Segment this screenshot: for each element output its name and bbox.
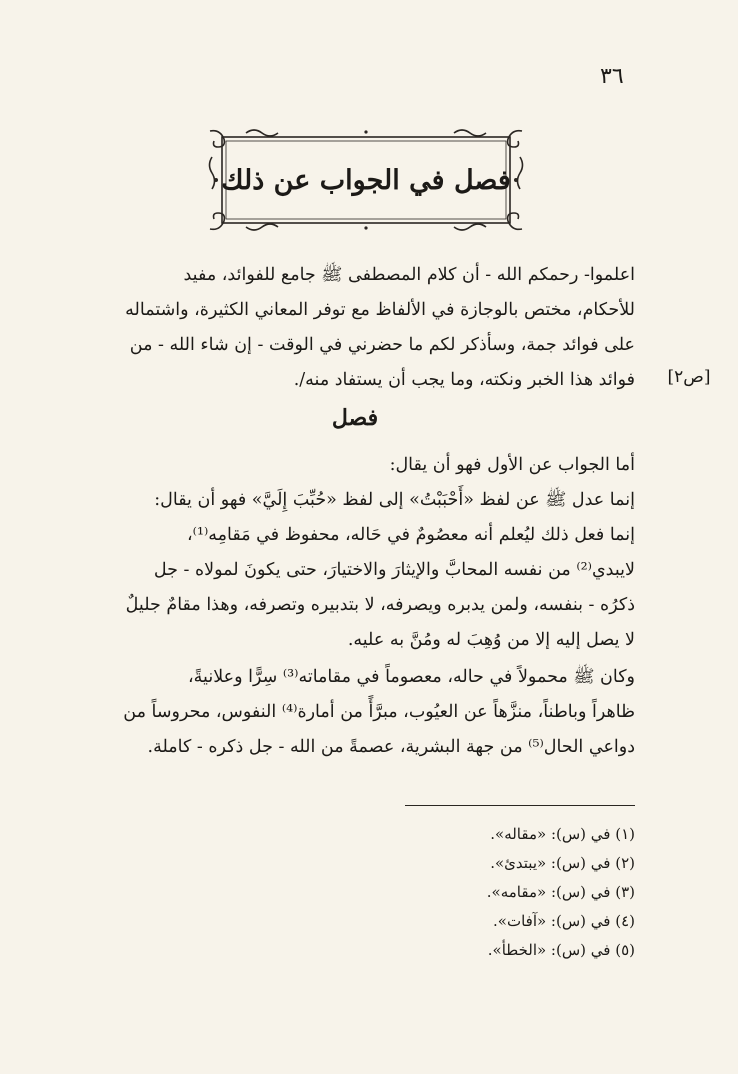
text-line: إنما فعل ذلك ليُعلم أنه معصُومٌ في حَاله، محفوظ في مَقامِه⁽¹⁾، — [187, 525, 635, 545]
footnote-divider — [405, 805, 635, 806]
text-line: لايبدي⁽²⁾ من نفسه المحابَّ والإيثارَ والاختيارَ، حتى يكونَ لمولاه - جل — [153, 560, 635, 580]
section-paragraph — [75, 448, 635, 658]
text-line: فوائد هذا الخبر ونكته، وما يجب أن يستفاد منه/. — [293, 370, 635, 390]
section-heading: فصل — [331, 405, 379, 431]
footnote: (٤) في (س): «آفات». — [493, 912, 635, 930]
footnote: (٢) في (س): «يبتدئ». — [490, 854, 635, 872]
footnote: (٣) في (س): «مقامه». — [486, 883, 635, 901]
text-line: وكان ﷺ محمولاً في حاله، معصوماً في مقاماته⁽³⁾ سِرًّا وعلانيةً، — [188, 667, 635, 687]
footnotes — [75, 820, 635, 965]
text-line: أما الجواب عن الأول فهو أن يقال: — [389, 455, 635, 475]
text-line: على فوائد جمة، وسأذكر لكم ما حضرني في الوقت - إن شاء الله - من — [129, 335, 635, 355]
footnote: (٥) في (س): «الخطأ». — [487, 941, 635, 959]
second-paragraph — [75, 660, 635, 765]
chapter-title: فصل في الجواب عن ذلك — [221, 164, 511, 196]
intro-paragraph — [75, 258, 635, 398]
text-line: ظاهراً وباطناً، منزَّهاً عن العيُوب، مبرَّأً من أمارة⁽⁴⁾ النفوس، محروساً من — [123, 702, 635, 722]
page-number: ٣٦ — [600, 64, 624, 89]
text-line: ذكرُه - بنفسه، ولمن يدبره ويصرفه، لا بتدبيره وتصرفه، وهذا مقامٌ جليلٌ — [125, 595, 635, 615]
text-line: دواعي الحال⁽⁵⁾ من جهة البشرية، عصمةً من الله - جل ذكره - كاملة. — [147, 737, 635, 757]
manuscript-page-ref: [ص٢] — [667, 367, 711, 387]
text-line: للأحكام، مختص بالوجازة في الألفاظ مع توفر المعاني الكثيرة، واشتماله — [125, 300, 635, 320]
text-line: إنما عدل ﷺ عن لفظ «أَحْبَبْتُ» إلى لفظ «حُبِّبَ إِلَيَّ» فهو أن يقال: — [154, 490, 635, 510]
text-line: اعلموا- رحمكم الله - أن كلام المصطفى ﷺ جامع للفوائد، مفيد — [183, 265, 635, 285]
footnote: (١) في (س): «مقاله». — [490, 825, 635, 843]
text-line: لا يصل إليه إلا من وُهِبَ له ومُنَّ به عليه. — [347, 630, 635, 650]
chapter-title-frame — [206, 127, 526, 233]
